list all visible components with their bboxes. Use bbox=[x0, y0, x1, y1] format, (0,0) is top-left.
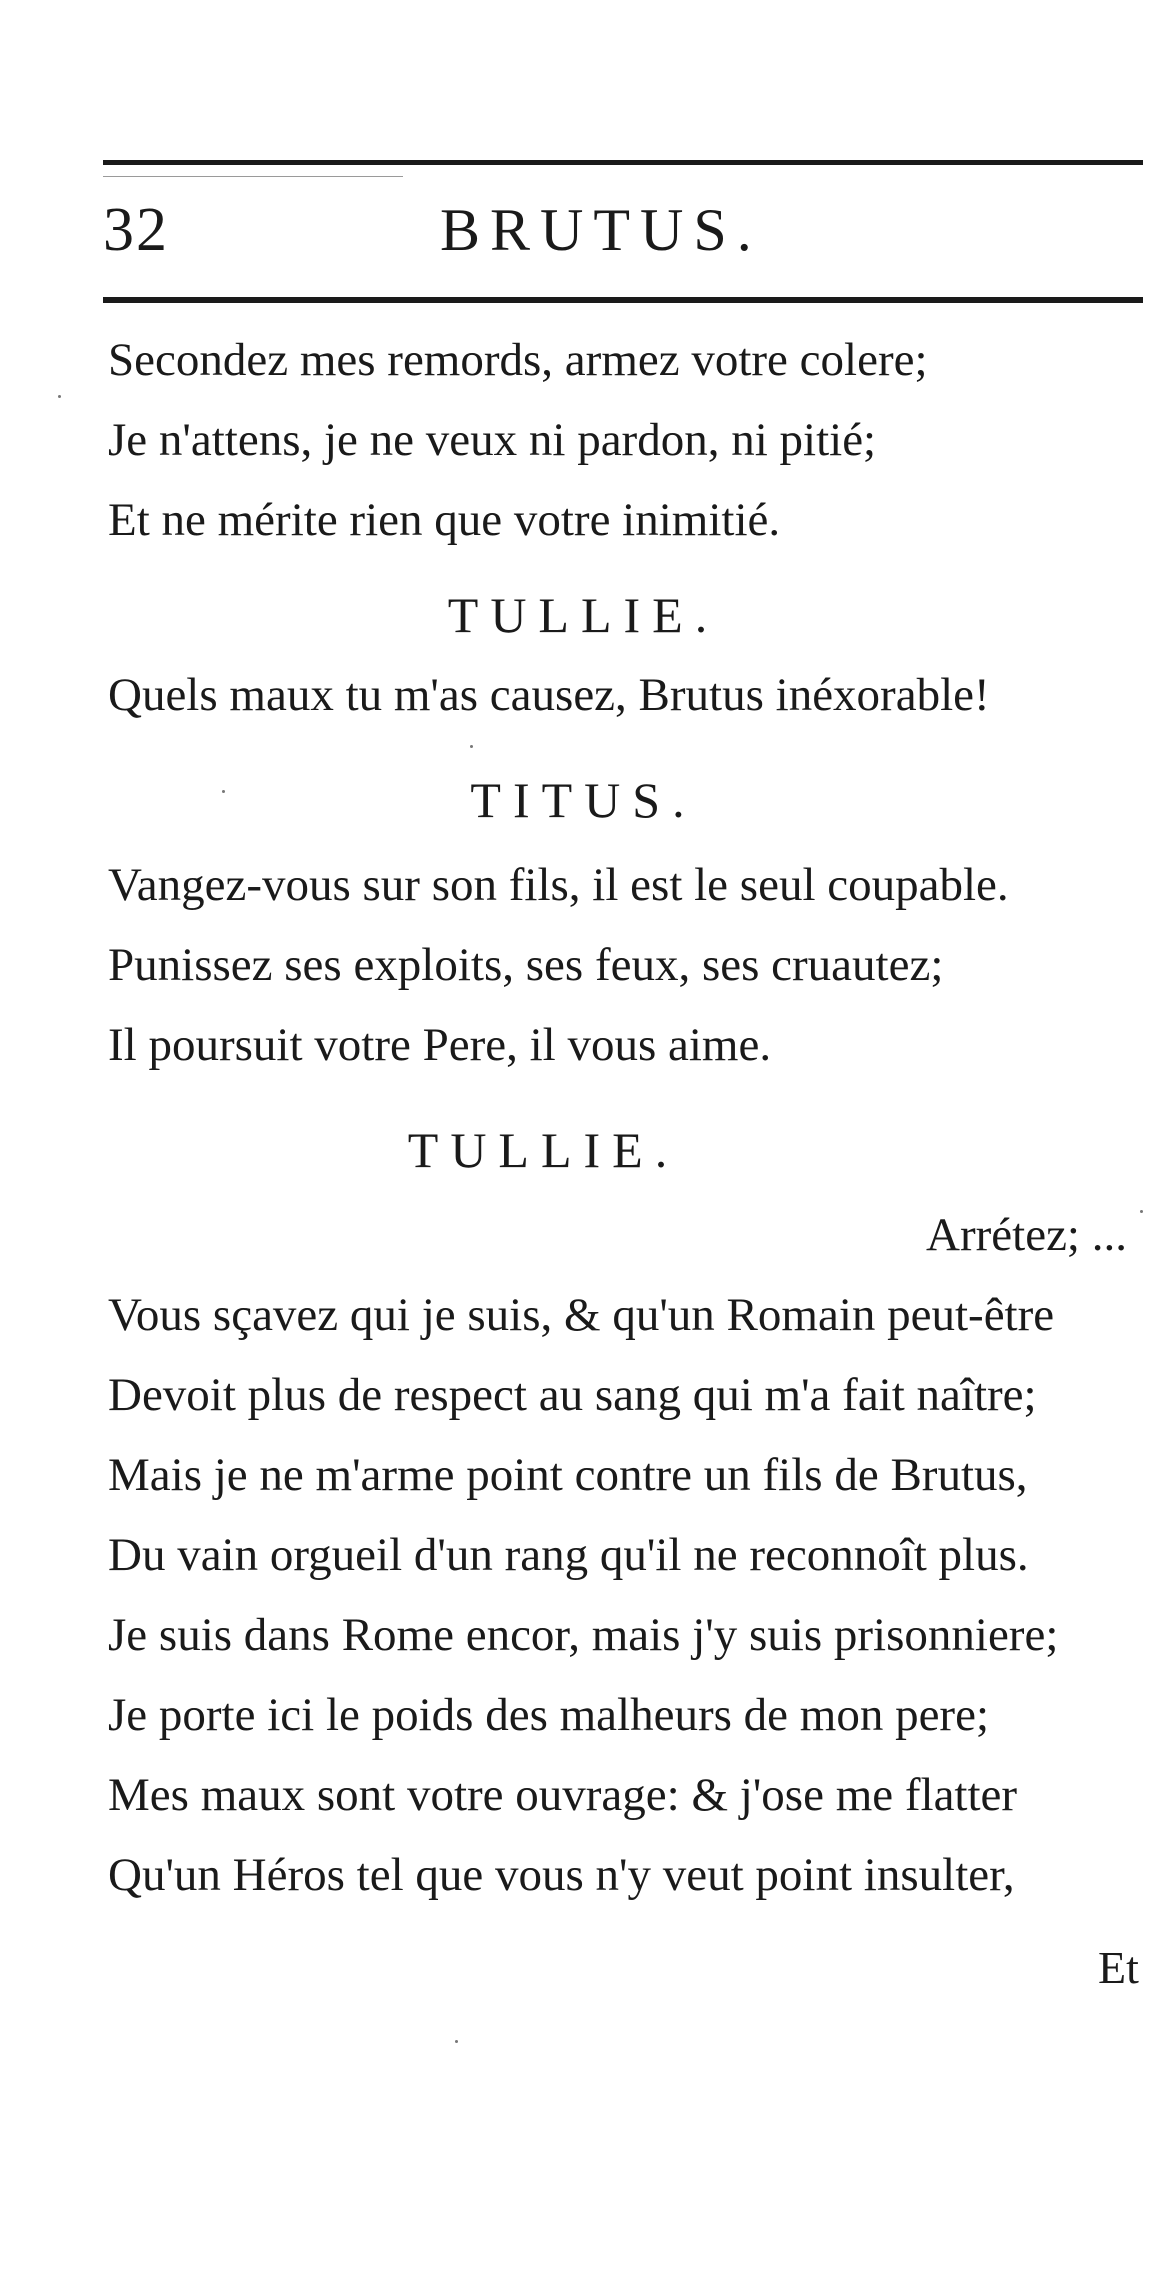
header-rule-bottom bbox=[103, 297, 1143, 303]
speaker-name: TULLIE. bbox=[407, 1122, 680, 1178]
verse-line: Il poursuit votre Pere, il vous aime. bbox=[108, 1019, 772, 1071]
ink-speck bbox=[222, 790, 225, 793]
running-title: BRUTUS. bbox=[440, 197, 762, 263]
ink-speck bbox=[1140, 1210, 1143, 1213]
ink-speck bbox=[470, 745, 473, 748]
speaker-name: TULLIE. bbox=[447, 587, 720, 643]
page-number: 32 bbox=[103, 196, 169, 264]
verse-line: Et ne mérite rien que votre inimitié. bbox=[108, 494, 781, 546]
ink-speck bbox=[455, 2040, 458, 2043]
speaker-name: TITUS. bbox=[470, 772, 697, 828]
verse-line: Vangez-vous sur son fils, il est le seul coupable. bbox=[108, 859, 1009, 911]
verse-line: Quels maux tu m'as causez, Brutus inéxorable! bbox=[108, 669, 990, 721]
verse-line: Je porte ici le poids des malheurs de mon pere; bbox=[108, 1689, 989, 1741]
verse-line: Punissez ses exploits, ses feux, ses cruautez; bbox=[108, 939, 944, 991]
verse-line: Je n'attens, je ne veux ni pardon, ni pitié; bbox=[108, 414, 877, 466]
verse-line: Vous sçavez qui je suis, & qu'un Romain peut-être bbox=[108, 1289, 1055, 1341]
verse-line: Du vain orgueil d'un rang qu'il ne reconnoît plus. bbox=[108, 1529, 1029, 1581]
verse-line: Mes maux sont votre ouvrage: & j'ose me flatter bbox=[108, 1769, 1018, 1821]
verse-line: Mais je ne m'arme point contre un fils de Brutus, bbox=[108, 1449, 1028, 1501]
verse-line: Qu'un Héros tel que vous n'y veut point insulter, bbox=[108, 1849, 1015, 1901]
header-rule-top bbox=[103, 160, 1143, 165]
ink-speck bbox=[58, 395, 61, 398]
verse-line-continuation: Arrétez; ... bbox=[926, 1209, 1127, 1261]
verse-line: Secondez mes remords, armez votre colere; bbox=[108, 334, 928, 386]
verse-line: Je suis dans Rome encor, mais j'y suis prisonniere; bbox=[108, 1609, 1059, 1661]
header-rule-top-thin bbox=[103, 176, 403, 177]
verse-line: Devoit plus de respect au sang qui m'a fait naître; bbox=[108, 1369, 1037, 1421]
catchword: Et bbox=[1098, 1942, 1139, 1993]
